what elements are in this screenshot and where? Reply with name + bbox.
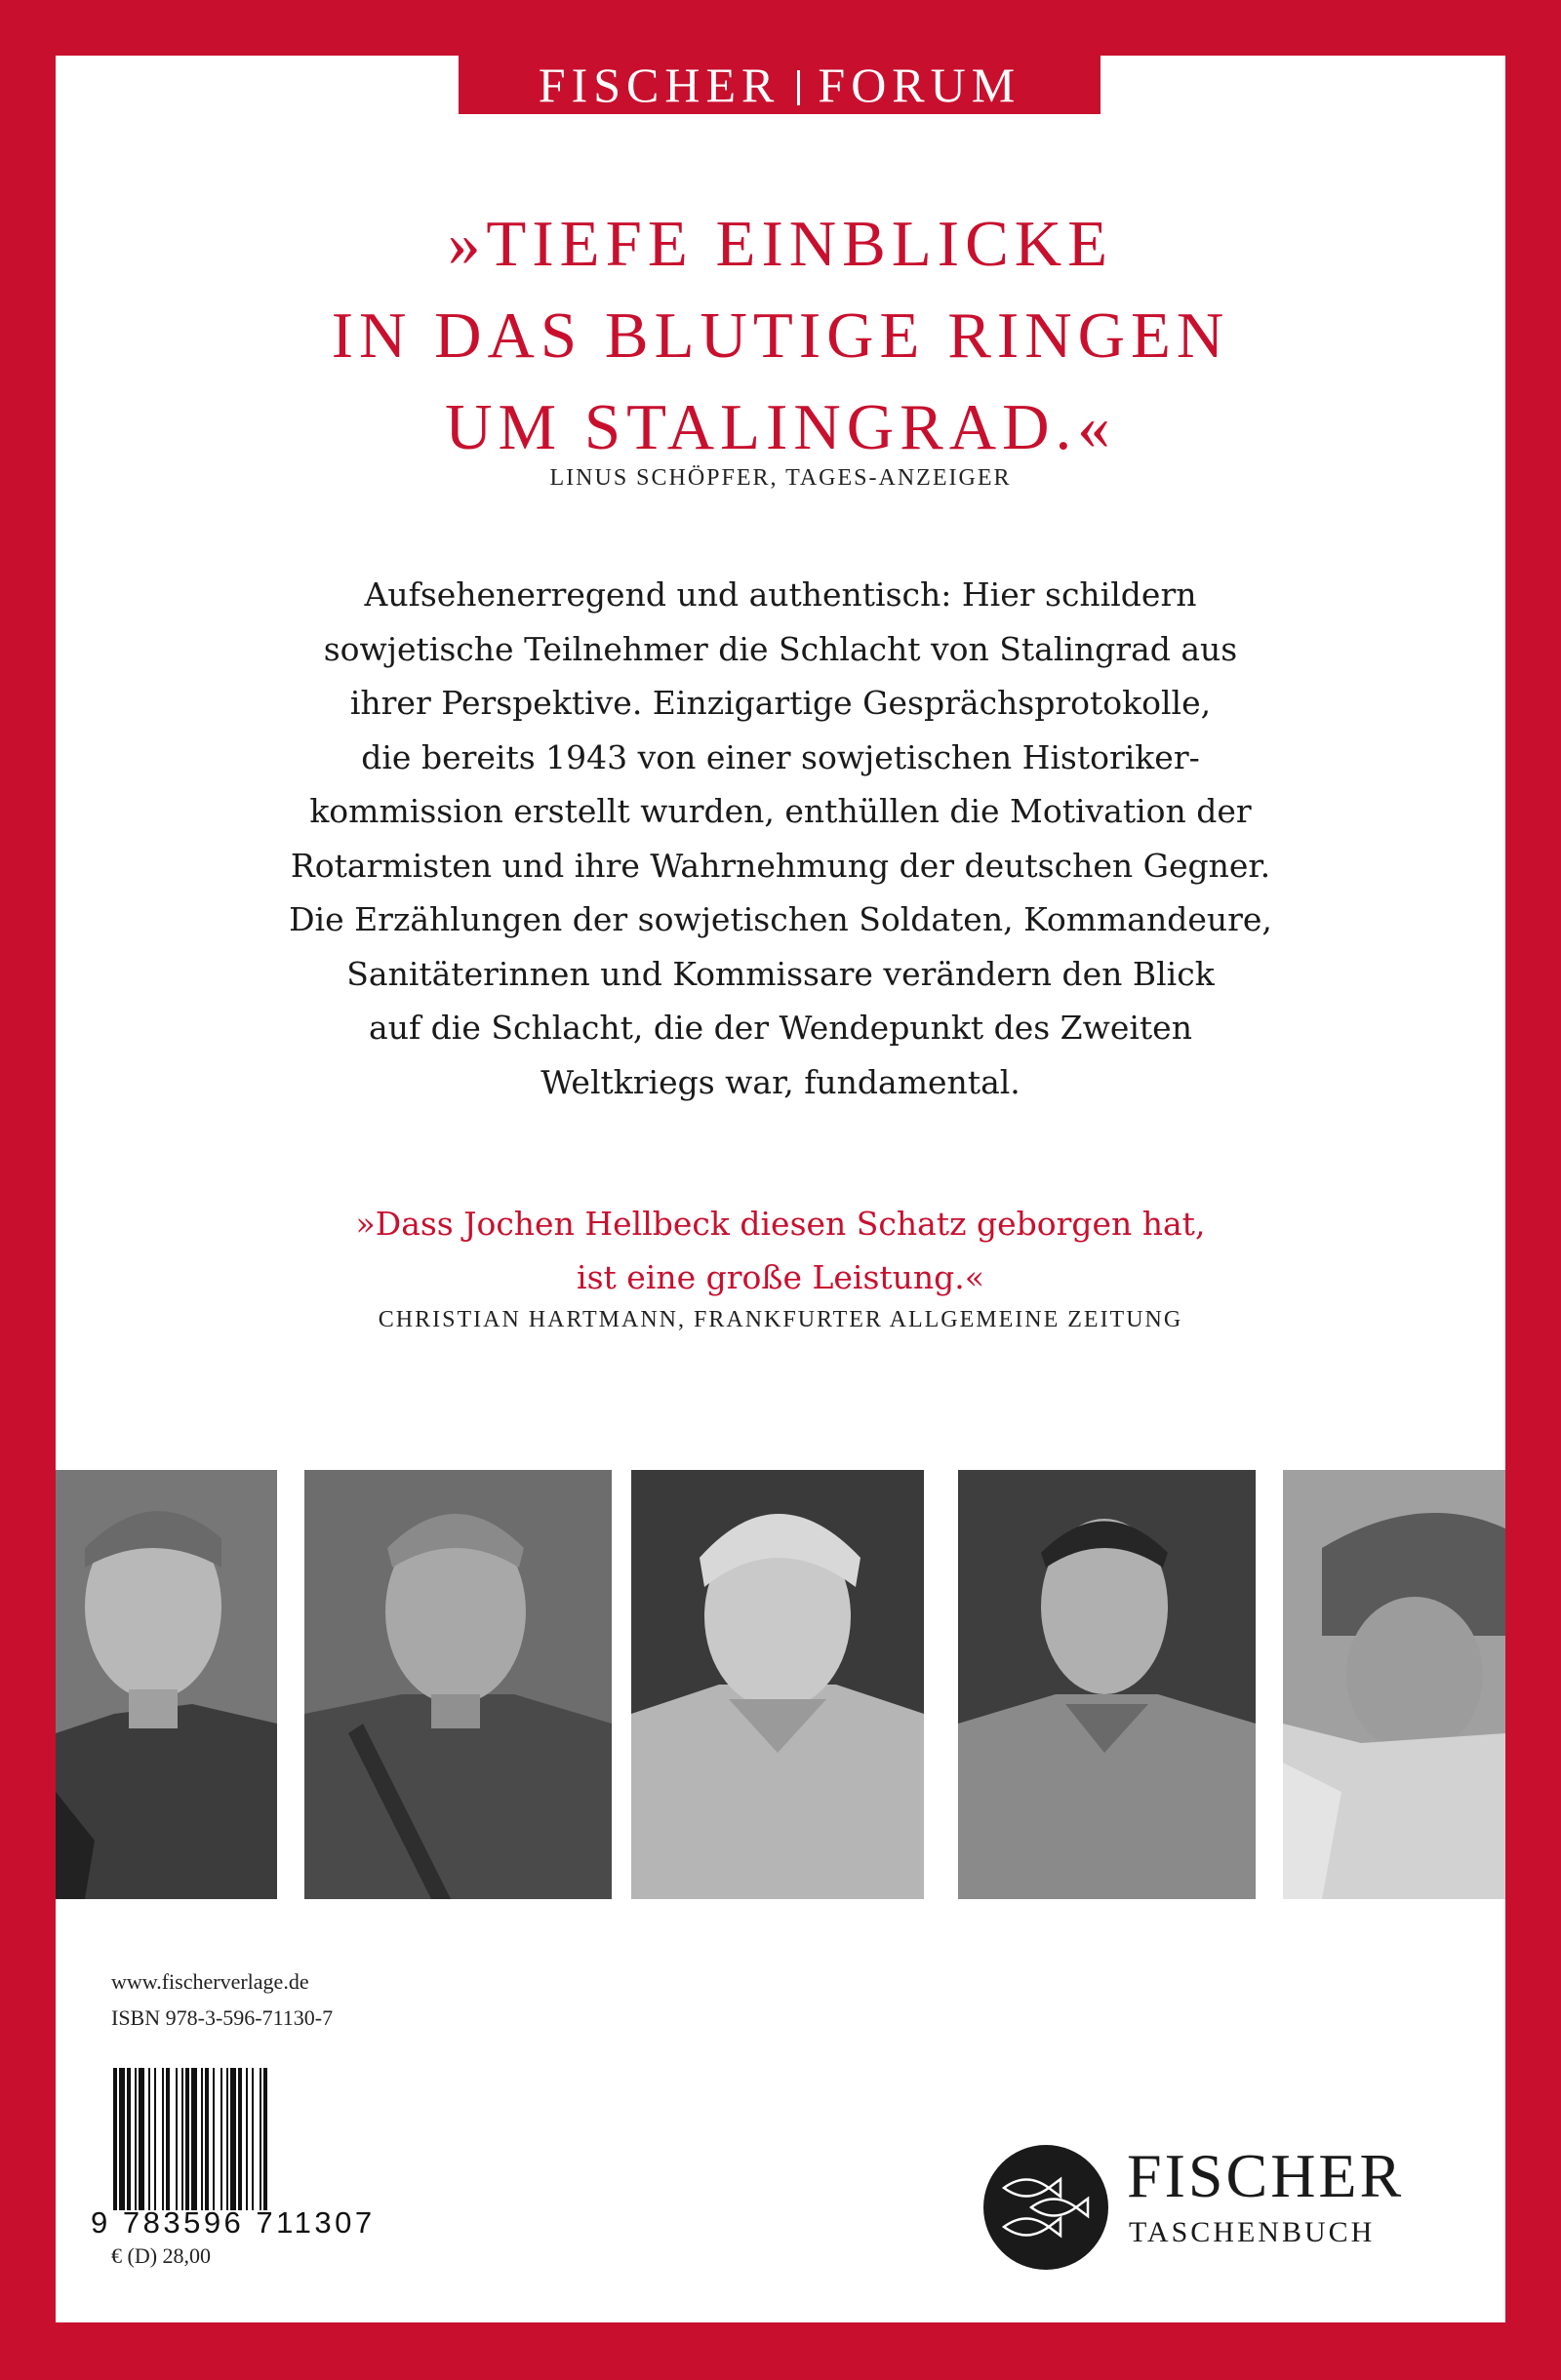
portrait-photo-1 — [56, 1470, 277, 1899]
fischer-fish-logo-icon — [982, 2144, 1109, 2271]
blurb-line: Rotarmisten und ihre Wahrnehmung der deutschen Gegner. — [290, 846, 1271, 885]
blurb-line: kommission erstellt wurden, enthüllen die Motivation der — [309, 792, 1252, 830]
publisher-imprint: TASCHENBUCH — [1129, 2216, 1376, 2248]
website-text: www.fischerverlage.de — [111, 1969, 309, 1994]
portrait-photo-3 — [631, 1470, 924, 1899]
back-cover — [56, 56, 1505, 2322]
barcode-digits: 9 783596 711307 — [91, 2205, 376, 2240]
blurb-line: die bereits 1943 von einer sowjetischen Historiker- — [361, 737, 1200, 776]
blurb-line: ihrer Perspektive. Einzigartige Gesprächsprotokolle, — [349, 684, 1212, 722]
series-name-right: FORUM — [818, 58, 1021, 112]
quote-line: ist eine große Leistung.« — [577, 1258, 984, 1296]
barcode — [109, 2068, 392, 2210]
price-text: € (D) 28,00 — [111, 2243, 212, 2268]
blurb-line: auf die Schlacht, die der Wendepunkt des Zweiten — [369, 1009, 1192, 1047]
portrait-photo-5 — [1283, 1470, 1505, 1899]
blurb-line: Weltkriegs war, fundamental. — [540, 1062, 1021, 1101]
series-banner — [459, 56, 1101, 114]
portrait-photo-2 — [304, 1470, 612, 1899]
blurb-line: Sanitäterinnen und Kommissare verändern den Blick — [346, 954, 1215, 993]
blurb-line: Die Erzählungen der sowjetischen Soldaten, Kommandeure, — [289, 900, 1272, 938]
isbn-text: ISBN 978-3-596-71130-7 — [111, 2005, 334, 2030]
headline-source: LINUS SCHÖPFER, TAGES-ANZEIGER — [549, 465, 1012, 491]
quote-line: »Dass Jochen Hellbeck diesen Schatz geborgen hat, — [355, 1205, 1206, 1243]
blurb-line: sowjetische Teilnehmer die Schlacht von Stalingrad aus — [323, 629, 1238, 668]
publisher-name: FISCHER — [1127, 2141, 1405, 2210]
series-name-left: FISCHER — [538, 58, 780, 112]
blurb-text — [153, 568, 1408, 1109]
headline-line: »TIEFE EINBLICKE — [447, 208, 1114, 280]
headline-line: IN DAS BLUTIGE RINGEN — [331, 299, 1230, 372]
portrait-photo-4 — [958, 1470, 1256, 1899]
headline-line: UM STALINGRAD.« — [445, 391, 1116, 463]
blurb-line: Aufsehenerregend und authentisch: Hier schildern — [364, 575, 1197, 614]
second-quote-source: CHRISTIAN HARTMANN, FRANKFURTER ALLGEMEINE ZEITUNG — [378, 1307, 1183, 1332]
series-divider — [797, 70, 800, 105]
second-quote — [56, 1197, 1505, 1304]
headline-quote — [56, 198, 1505, 473]
